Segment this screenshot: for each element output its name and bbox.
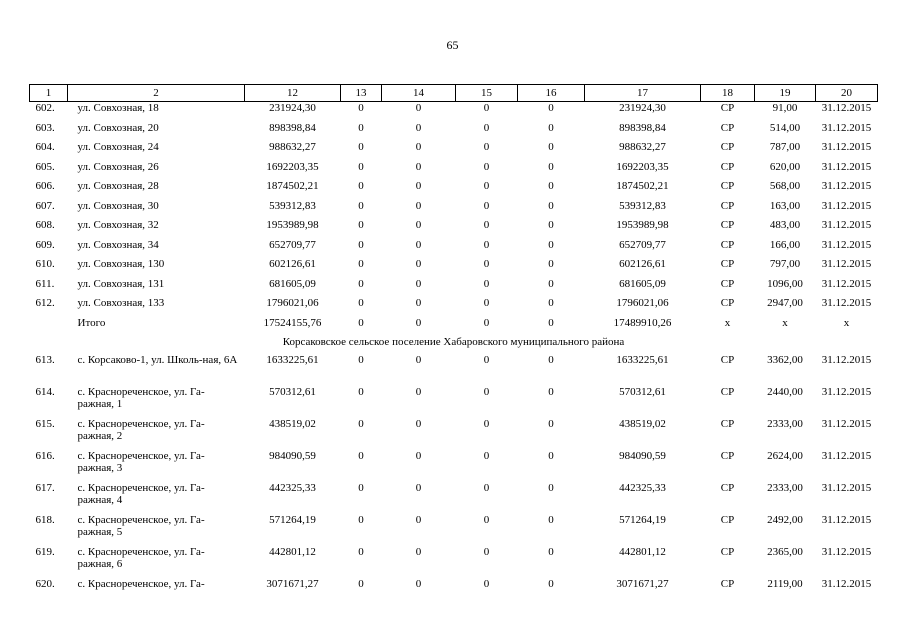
value-col-14: 0 [415, 316, 422, 329]
value-col-20: 31.12.2015 [821, 199, 872, 212]
value-col-19: 620,00 [769, 160, 801, 173]
value-col-16: 0 [548, 316, 554, 329]
column-header: 17 [585, 85, 701, 102]
table-row [30, 239, 878, 259]
value-col-20: 31.12.2015 [821, 514, 872, 526]
value-col-15: 0 [483, 258, 490, 270]
row-number: 612. [35, 297, 55, 309]
value-col-12: 1796021,06 [266, 297, 319, 309]
value-col-12: 442325,33 [269, 482, 316, 494]
value-col-14: 0 [415, 297, 422, 309]
value-col-16: 0 [548, 418, 554, 430]
value-col-17: 988632,27 [619, 141, 666, 153]
row-number: 608. [35, 219, 55, 231]
value-col-19: 3362,00 [767, 354, 803, 366]
value-col-16: 0 [548, 277, 554, 290]
value-col-15: 0 [483, 546, 490, 558]
value-col-19: 91,00 [772, 102, 798, 114]
value-col-20: 31.12.2015 [821, 482, 872, 494]
row-number: 614. [35, 386, 55, 398]
value-col-17: 570312,61 [619, 386, 666, 398]
value-col-14: 0 [415, 578, 422, 590]
row-number: 602. [35, 102, 55, 114]
value-col-20: 31.12.2015 [821, 297, 872, 309]
total-row [30, 317, 878, 337]
value-col-18: СР [720, 578, 735, 590]
value-col-18: СР [720, 141, 735, 153]
value-col-13: 0 [358, 316, 364, 329]
value-col-15: 0 [483, 180, 490, 192]
column-header: 19 [755, 85, 816, 102]
object-address: с. Краснореченское, ул. Га-ражная, 3 [77, 450, 205, 474]
value-col-17: 17489910,26 [613, 316, 672, 329]
value-col-12: 1953989,98 [266, 219, 319, 231]
value-col-12: 1874502,21 [266, 180, 319, 192]
value-col-17: 1953989,98 [616, 219, 669, 231]
value-col-17: 571264,19 [619, 514, 666, 526]
value-col-19: 568,00 [769, 180, 801, 192]
value-col-20: 31.12.2015 [821, 102, 872, 114]
object-address: ул. Совхозная, 133 [77, 297, 165, 309]
value-col-14: 0 [415, 482, 422, 494]
value-col-16: 0 [548, 141, 554, 153]
object-address: ул. Совхозная, 26 [77, 160, 159, 173]
value-col-19: 483,00 [769, 219, 801, 231]
value-col-20: 31.12.2015 [821, 277, 872, 290]
value-col-16: 0 [548, 450, 554, 462]
row-number: 607. [35, 199, 55, 212]
value-col-12: 570312,61 [269, 386, 316, 398]
object-address: ул. Совхозная, 34 [77, 238, 159, 251]
value-col-18: СР [720, 258, 735, 270]
object-address: с. Корсаково-1, ул. Школь-ная, 6А [77, 354, 238, 366]
table-row [30, 450, 878, 482]
row-number: 611. [35, 277, 55, 290]
value-col-19: 2947,00 [767, 297, 803, 309]
value-col-13: 0 [358, 297, 364, 309]
row-number: 609. [35, 238, 55, 251]
row-number: 606. [35, 180, 55, 192]
object-address: с. Краснореченское, ул. Га-ражная, 5 [77, 514, 205, 538]
value-col-17: 1796021,06 [616, 297, 669, 309]
table-row [30, 102, 878, 122]
table-body [30, 102, 878, 598]
object-address: с. Краснореченское, ул. Га- [77, 578, 205, 590]
value-col-16: 0 [548, 482, 554, 494]
object-address: с. Краснореченское, ул. Га-ражная, 6 [77, 546, 205, 570]
value-col-19: х [782, 316, 788, 329]
value-col-17: 1874502,21 [616, 180, 669, 192]
value-col-16: 0 [548, 121, 554, 134]
value-col-20: 31.12.2015 [821, 160, 872, 173]
object-address: Итого [77, 316, 106, 329]
value-col-15: 0 [483, 578, 490, 590]
row-number: 617. [35, 482, 55, 494]
row-number: 610. [35, 258, 55, 270]
value-col-19: 163,00 [769, 199, 801, 212]
value-col-12: 602126,61 [269, 258, 316, 270]
value-col-19: 2365,00 [767, 546, 803, 558]
value-col-12: 231924,30 [269, 102, 316, 114]
value-col-12: 984090,59 [269, 450, 316, 462]
value-col-14: 0 [415, 219, 422, 231]
value-col-13: 0 [358, 354, 364, 366]
value-col-13: 0 [358, 450, 364, 462]
section-title: Корсаковское сельское поселение Хабаровского муниципального района [282, 336, 625, 348]
value-col-16: 0 [548, 546, 554, 558]
value-col-19: 2333,00 [767, 482, 803, 494]
object-address: ул. Совхозная, 130 [77, 258, 165, 270]
value-col-20: 31.12.2015 [821, 450, 872, 462]
header-row [30, 85, 878, 102]
value-col-18: СР [720, 546, 735, 558]
value-col-18: СР [720, 160, 735, 173]
value-col-18: СР [720, 386, 735, 398]
value-col-17: 984090,59 [619, 450, 666, 462]
object-address: с. Краснореченское, ул. Га-ражная, 2 [77, 418, 205, 442]
value-col-13: 0 [358, 514, 364, 526]
value-col-13: 0 [358, 141, 364, 153]
value-col-16: 0 [548, 354, 554, 366]
value-col-16: 0 [548, 238, 554, 251]
value-col-20: 31.12.2015 [821, 258, 872, 270]
value-col-15: 0 [483, 514, 490, 526]
value-col-13: 0 [358, 482, 364, 494]
value-col-16: 0 [548, 386, 554, 398]
value-col-19: 797,00 [769, 258, 801, 270]
row-number: 615. [35, 418, 55, 430]
value-col-19: 166,00 [769, 238, 801, 251]
value-col-20: 31.12.2015 [821, 180, 872, 192]
value-col-14: 0 [415, 180, 422, 192]
value-col-20: 31.12.2015 [821, 418, 872, 430]
row-number [30, 317, 68, 337]
table-row [30, 514, 878, 546]
value-col-19: 2440,00 [767, 386, 803, 398]
value-col-15: 0 [483, 160, 490, 173]
value-col-15: 0 [483, 121, 490, 134]
value-col-14: 0 [415, 238, 422, 251]
value-col-13: 0 [358, 418, 364, 430]
value-col-12: 571264,19 [269, 514, 316, 526]
value-col-20: 31.12.2015 [821, 238, 872, 251]
value-col-15: 0 [483, 386, 490, 398]
value-col-17: 231924,30 [619, 102, 666, 114]
column-header: 2 [68, 85, 245, 102]
value-col-20: 31.12.2015 [821, 141, 872, 153]
value-col-19: 2119,00 [767, 578, 803, 590]
value-col-17: 438519,02 [619, 418, 666, 430]
value-col-20: 31.12.2015 [821, 354, 872, 366]
column-header: 13 [341, 85, 382, 102]
value-col-16: 0 [548, 297, 554, 309]
value-col-17: 539312,83 [619, 199, 666, 212]
table-row [30, 418, 878, 450]
value-col-14: 0 [415, 354, 422, 366]
value-col-14: 0 [415, 277, 422, 290]
value-col-16: 0 [548, 199, 554, 212]
value-col-20: 31.12.2015 [821, 546, 872, 558]
value-col-18: СР [720, 102, 735, 114]
value-col-18: СР [720, 354, 735, 366]
table-row [30, 354, 878, 386]
value-col-13: 0 [358, 578, 364, 590]
value-col-16: 0 [548, 160, 554, 173]
table-row [30, 297, 878, 317]
object-address: ул. Совхозная, 32 [77, 219, 159, 231]
table-header [30, 85, 878, 102]
value-col-18: СР [720, 450, 735, 462]
value-col-15: 0 [483, 199, 490, 212]
value-col-19: 2624,00 [767, 450, 803, 462]
page-number: 65 [446, 38, 459, 52]
value-col-17: 3071671,27 [616, 578, 669, 590]
value-col-17: 652709,77 [619, 238, 666, 251]
value-col-14: 0 [415, 418, 422, 430]
column-header: 12 [245, 85, 341, 102]
value-col-12: 17524155,76 [263, 316, 322, 329]
column-header: 1 [30, 85, 68, 102]
table-row [30, 386, 878, 418]
value-col-19: 2492,00 [767, 514, 803, 526]
value-col-18: СР [720, 297, 735, 309]
object-address: ул. Совхозная, 131 [77, 277, 165, 290]
value-col-14: 0 [415, 258, 422, 270]
value-col-20: 31.12.2015 [821, 386, 872, 398]
value-col-13: 0 [358, 219, 364, 231]
value-col-13: 0 [358, 277, 364, 290]
table-row [30, 161, 878, 181]
value-col-19: 787,00 [769, 141, 801, 153]
value-col-12: 442801,12 [269, 546, 316, 558]
object-address: ул. Совхозная, 20 [77, 121, 159, 134]
object-address: ул. Совхозная, 30 [77, 199, 159, 212]
value-col-18: СР [720, 238, 735, 251]
row-number: 616. [35, 450, 55, 462]
row-number: 603. [35, 121, 55, 134]
object-address: ул. Совхозная, 24 [77, 141, 159, 153]
row-number: 604. [35, 141, 55, 153]
value-col-17: 1633225,61 [616, 354, 669, 366]
value-col-13: 0 [358, 199, 364, 212]
value-col-13: 0 [358, 160, 364, 173]
row-number: 619. [35, 546, 55, 558]
value-col-20: 31.12.2015 [821, 578, 872, 590]
column-header: 14 [382, 85, 456, 102]
table-row [30, 219, 878, 239]
value-col-13: 0 [358, 180, 364, 192]
value-col-15: 0 [483, 316, 490, 329]
value-col-14: 0 [415, 141, 422, 153]
value-col-12: 438519,02 [269, 418, 316, 430]
value-col-12: 988632,27 [269, 141, 316, 153]
value-col-12: 652709,77 [269, 238, 316, 251]
column-header: 15 [456, 85, 518, 102]
value-col-17: 898398,84 [619, 121, 666, 134]
value-col-12: 539312,83 [269, 199, 316, 212]
value-col-16: 0 [548, 102, 554, 114]
value-col-12: 898398,84 [269, 121, 316, 134]
section-row [30, 336, 878, 354]
value-col-18: СР [720, 514, 735, 526]
value-col-16: 0 [548, 578, 554, 590]
table-row [30, 278, 878, 298]
value-col-14: 0 [415, 546, 422, 558]
value-col-18: СР [720, 199, 735, 212]
value-col-15: 0 [483, 450, 490, 462]
table-row [30, 180, 878, 200]
value-col-13: 0 [358, 258, 364, 270]
value-col-17: 442801,12 [619, 546, 666, 558]
column-header: 16 [518, 85, 585, 102]
value-col-19: 514,00 [769, 121, 801, 134]
value-col-20: 31.12.2015 [821, 121, 872, 134]
column-header: 18 [701, 85, 755, 102]
row-number: 605. [35, 160, 55, 173]
value-col-15: 0 [483, 354, 490, 366]
value-col-18: СР [720, 180, 735, 192]
value-col-14: 0 [415, 160, 422, 173]
value-col-12: 1692203,35 [266, 160, 319, 173]
value-col-15: 0 [483, 482, 490, 494]
value-col-20: х [843, 316, 850, 329]
value-col-14: 0 [415, 386, 422, 398]
value-col-17: 442325,33 [619, 482, 666, 494]
value-col-19: 1096,00 [767, 277, 803, 290]
row-number: 618. [35, 514, 55, 526]
value-col-18: СР [720, 482, 735, 494]
table-row [30, 578, 878, 598]
object-address: с. Краснореченское, ул. Га-ражная, 4 [77, 482, 205, 506]
table-row [30, 482, 878, 514]
value-col-15: 0 [483, 102, 490, 114]
value-col-12: 1633225,61 [266, 354, 319, 366]
table-row [30, 546, 878, 578]
column-header: 20 [816, 85, 878, 102]
value-col-16: 0 [548, 258, 554, 270]
table-row [30, 200, 878, 220]
value-col-15: 0 [483, 418, 490, 430]
row-number: 620. [35, 578, 55, 590]
value-col-14: 0 [415, 199, 422, 212]
value-col-15: 0 [483, 238, 490, 251]
row-number: 613. [35, 354, 55, 366]
value-col-14: 0 [415, 102, 422, 114]
value-col-14: 0 [415, 121, 422, 134]
value-col-18: СР [720, 418, 735, 430]
value-col-19: 2333,00 [767, 418, 803, 430]
value-col-14: 0 [415, 514, 422, 526]
value-col-16: 0 [548, 180, 554, 192]
value-col-16: 0 [548, 514, 554, 526]
value-col-13: 0 [358, 386, 364, 398]
object-address: ул. Совхозная, 28 [77, 180, 159, 192]
table-row [30, 258, 878, 278]
object-address: с. Краснореченское, ул. Га-ражная, 1 [77, 386, 205, 410]
value-col-15: 0 [483, 219, 490, 231]
object-address: ул. Совхозная, 18 [77, 102, 159, 114]
value-col-17: 602126,61 [619, 258, 666, 270]
value-col-13: 0 [358, 121, 364, 134]
value-col-13: 0 [358, 238, 364, 251]
value-col-15: 0 [483, 297, 490, 309]
value-col-13: 0 [358, 546, 364, 558]
table-row [30, 141, 878, 161]
value-col-18: х [724, 316, 731, 329]
value-col-20: 31.12.2015 [821, 219, 872, 231]
value-col-18: СР [720, 121, 735, 134]
value-col-14: 0 [415, 450, 422, 462]
value-col-18: СР [720, 219, 735, 231]
value-col-17: 1692203,35 [616, 160, 669, 173]
value-col-16: 0 [548, 219, 554, 231]
value-col-12: 3071671,27 [266, 578, 319, 590]
value-col-12: 681605,09 [269, 277, 316, 290]
table-row [30, 122, 878, 142]
value-col-13: 0 [358, 102, 364, 114]
value-col-17: 681605,09 [619, 277, 666, 290]
value-col-18: СР [720, 277, 735, 290]
value-col-15: 0 [483, 277, 490, 290]
value-col-15: 0 [483, 141, 490, 153]
register-table [29, 84, 878, 598]
